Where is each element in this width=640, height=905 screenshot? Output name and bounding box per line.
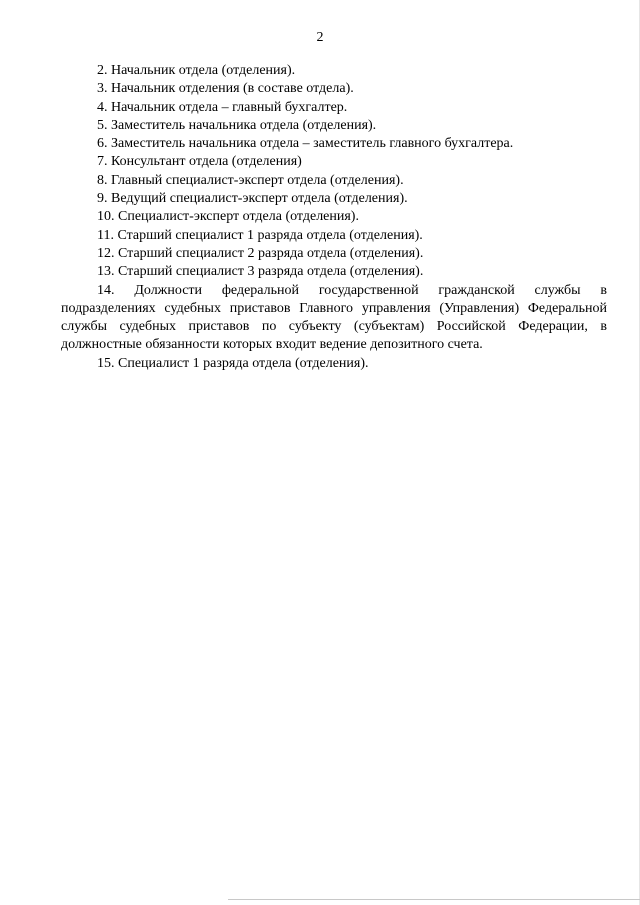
list-item: 8. Главный специалист-эксперт отдела (отделения). — [97, 172, 404, 188]
list-item: 11. Старший специалист 1 разряда отдела (отделения). — [97, 227, 423, 243]
list-item: 7. Консультант отдела (отделения) — [97, 154, 302, 170]
list-item: 9. Ведущий специалист-эксперт отдела (отделения). — [97, 191, 408, 207]
list-item: 10. Специалист-эксперт отдела (отделения). — [97, 209, 359, 225]
list-item: 4. Начальник отдела – главный бухгалтер. — [97, 99, 348, 115]
list-item: 5. Заместитель начальника отдела (отделения). — [97, 117, 377, 133]
list-item: 2. Начальник отдела (отделения). — [97, 63, 296, 78]
list-item-paragraph: 14. Должности федеральной государственной гражданской службы в подразделениях судебных приставов Главного управления (Управления) Федеральной службы судебных приставов по субъекту (субъектам) Российской Федерации, в должностные обязанности которых входит ведение депозитного счета. — [61, 282, 607, 353]
scan-edge-line — [228, 899, 640, 900]
position-list — [61, 62, 607, 373]
list-item: 12. Старший специалист 2 разряда отдела (отделения). — [97, 245, 424, 261]
list-item: 15. Специалист 1 разряда отдела (отделения). — [97, 355, 369, 371]
list-item: 3. Начальник отделения (в составе отдела). — [97, 81, 354, 97]
list-item: 6. Заместитель начальника отдела – заместитель главного бухгалтера. — [97, 136, 514, 152]
list-item: 13. Старший специалист 3 разряда отдела (отделения). — [97, 264, 424, 280]
page-number: 2 — [316, 30, 324, 45]
